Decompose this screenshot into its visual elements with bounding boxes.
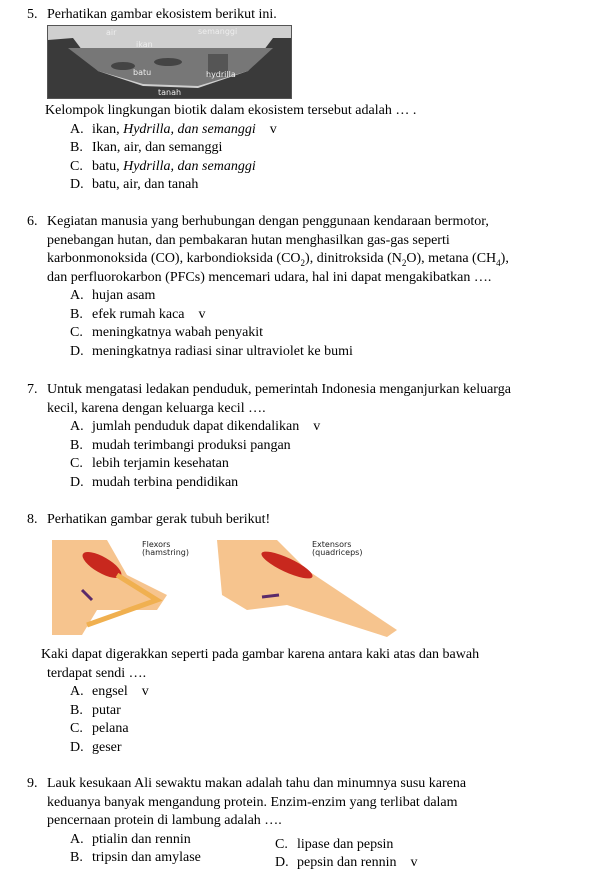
option-letter: D. [70, 177, 84, 192]
subscript: 2 [401, 257, 407, 268]
question-text: Kelompok lingkungan biotik dalam ekosistem tersebut adalah … . [45, 103, 417, 118]
question-number: 9. [27, 776, 38, 791]
question-number: 7. [27, 382, 38, 397]
text: ), [500, 251, 509, 266]
option-c[interactable] [70, 455, 597, 474]
option-b[interactable] [70, 139, 597, 158]
option-letter: B. [70, 850, 83, 865]
figure-label: (quadriceps) [312, 548, 363, 557]
option-text: batu, air, dan tanah [92, 177, 199, 192]
option-text: lipase dan pepsin [297, 836, 394, 852]
option-text: lebih terjamin kesehatan [92, 456, 229, 471]
option-text: mudah terimbangi produksi pangan [92, 437, 291, 453]
question-stem: Perhatikan gambar gerak tubuh berikut! [47, 512, 271, 527]
figure-label: ikan [136, 40, 153, 49]
question-stem [47, 381, 597, 418]
option-text: mudah terbina pendidikan [92, 474, 239, 490]
question-5-body [27, 102, 597, 195]
option-c[interactable] [70, 158, 597, 177]
option-d[interactable] [70, 343, 597, 362]
option-text: ikan, [92, 121, 120, 137]
answer-mark: v [198, 306, 206, 322]
text: ), dinitroksida (N [305, 251, 402, 266]
option-text-italic: Hydrilla, dan semanggi [123, 158, 256, 174]
option-a[interactable] [70, 683, 597, 702]
option-text: efek rumah kaca [92, 306, 185, 322]
option-text: tripsin dan amylase [92, 850, 201, 865]
option-text: pepsin dan rennin [297, 855, 397, 870]
option-letter: A. [70, 831, 84, 847]
option-c[interactable] [70, 720, 597, 739]
options [70, 683, 597, 757]
answer-mark: v [410, 855, 418, 870]
option-text: putar [92, 702, 121, 718]
question-stem [47, 775, 597, 831]
option-c[interactable] [70, 324, 597, 343]
stem-line: Lauk kesukaan Ali sewaktu makan adalah tahu dan minumnya susu karena [47, 776, 467, 791]
option-d[interactable] [70, 176, 597, 195]
question-6 [27, 213, 597, 361]
options [70, 418, 597, 492]
option-letter: C. [70, 456, 83, 471]
answer-mark: v [313, 419, 321, 434]
stem-line: pencernaan protein di lambung adalah …. [47, 813, 282, 828]
figure-label: Extensors [312, 540, 352, 549]
option-text: pelana [92, 721, 129, 736]
stem-line: Untuk mengatasi ledakan penduduk, pemerintah Indonesia menganjurkan keluarga [47, 382, 511, 397]
option-text-italic: Hydrilla, dan semanggi [123, 121, 256, 137]
option-text: meningkatnya wabah penyakit [92, 325, 264, 340]
subscript: 4 [496, 257, 501, 268]
option-letter: D. [275, 855, 289, 870]
option-text: meningkatnya radiasi sinar ultraviolet ke bumi [92, 343, 353, 359]
figure-label: batu [133, 68, 152, 77]
option-letter: C. [70, 325, 83, 340]
question-7 [27, 381, 597, 492]
question-stem [47, 213, 597, 287]
options [70, 121, 597, 195]
ecosystem-figure [47, 25, 292, 99]
option-letter: C. [70, 721, 83, 736]
question-5 [27, 6, 597, 25]
option-text: hujan asam [92, 288, 156, 303]
option-b[interactable] [70, 702, 597, 721]
answer-mark: v [141, 684, 149, 699]
option-letter: A. [70, 288, 84, 303]
figure-label: hydrilla [206, 70, 236, 79]
subscript: 2 [300, 257, 306, 268]
option-letter: A. [70, 121, 84, 137]
option-text: geser [92, 739, 122, 755]
option-d[interactable] [275, 854, 480, 873]
option-d[interactable] [70, 474, 597, 493]
question-number: 5. [27, 7, 38, 22]
option-text: ptialin dan rennin [92, 831, 191, 847]
options-right [275, 831, 480, 873]
option-b[interactable] [70, 849, 275, 868]
leg-movement-figure [47, 535, 410, 640]
question-number: 8. [27, 512, 38, 527]
question-text: terdapat sendi …. [47, 665, 147, 681]
option-a[interactable] [70, 287, 597, 306]
text: O), metana (CH [406, 251, 497, 266]
question-9 [27, 775, 597, 873]
option-letter: B. [70, 437, 83, 453]
question-8 [27, 511, 597, 530]
answer-mark: v [269, 121, 277, 137]
option-letter: A. [70, 419, 84, 434]
option-letter: D. [70, 343, 84, 359]
figure-label: Flexors [142, 540, 171, 549]
option-letter: B. [70, 702, 83, 718]
stem-line: keduanya banyak mengandung protein. Enzim-enzim yang terlibat dalam [47, 794, 458, 810]
figure-label: (hamstring) [142, 548, 189, 557]
option-letter: C. [70, 158, 83, 174]
options [70, 831, 597, 873]
stem-line: dan perfluorokarbon (PFCs) mencemari udara, hal ini dapat mengakibatkan …. [47, 269, 492, 285]
option-a[interactable] [70, 121, 597, 140]
question-number: 6. [27, 214, 38, 229]
option-letter: D. [70, 739, 84, 755]
question-8-body [27, 646, 597, 757]
figure-label: semanggi [198, 27, 238, 36]
option-text: batu, [92, 158, 120, 174]
stem-line [47, 250, 597, 269]
option-letter: C. [275, 836, 288, 852]
options-left [70, 831, 275, 873]
option-text: jumlah penduduk dapat dikendalikan [92, 419, 300, 434]
option-a[interactable] [70, 831, 275, 850]
option-d[interactable] [70, 739, 597, 758]
option-b[interactable] [70, 437, 597, 456]
question-stem: Perhatikan gambar ekosistem berikut ini. [47, 7, 277, 22]
option-text: engsel [92, 684, 128, 699]
stem-line: penebangan hutan, dan pembakaran hutan menghasilkan gas-gas seperti [47, 232, 450, 248]
options [70, 287, 597, 361]
option-letter: B. [70, 140, 83, 155]
option-a[interactable] [70, 418, 597, 437]
option-c[interactable] [275, 836, 480, 855]
figure-label: air [106, 28, 117, 37]
text: karbonmonoksida (CO), karbondioksida (CO [47, 251, 301, 266]
option-letter: A. [70, 684, 84, 699]
option-letter: B. [70, 306, 83, 322]
stem-line: kecil, karena dengan keluarga kecil …. [47, 400, 266, 416]
option-text: Ikan, air, dan semanggi [92, 140, 223, 155]
question-text: Kaki dapat digerakkan seperti pada gambar karena antara kaki atas dan bawah [41, 647, 480, 662]
stem-line: Kegiatan manusia yang berhubungan dengan penggunaan kendaraan bermotor, [47, 214, 489, 229]
option-b[interactable] [70, 306, 597, 325]
figure-label: tanah [158, 88, 182, 97]
option-letter: D. [70, 474, 84, 490]
